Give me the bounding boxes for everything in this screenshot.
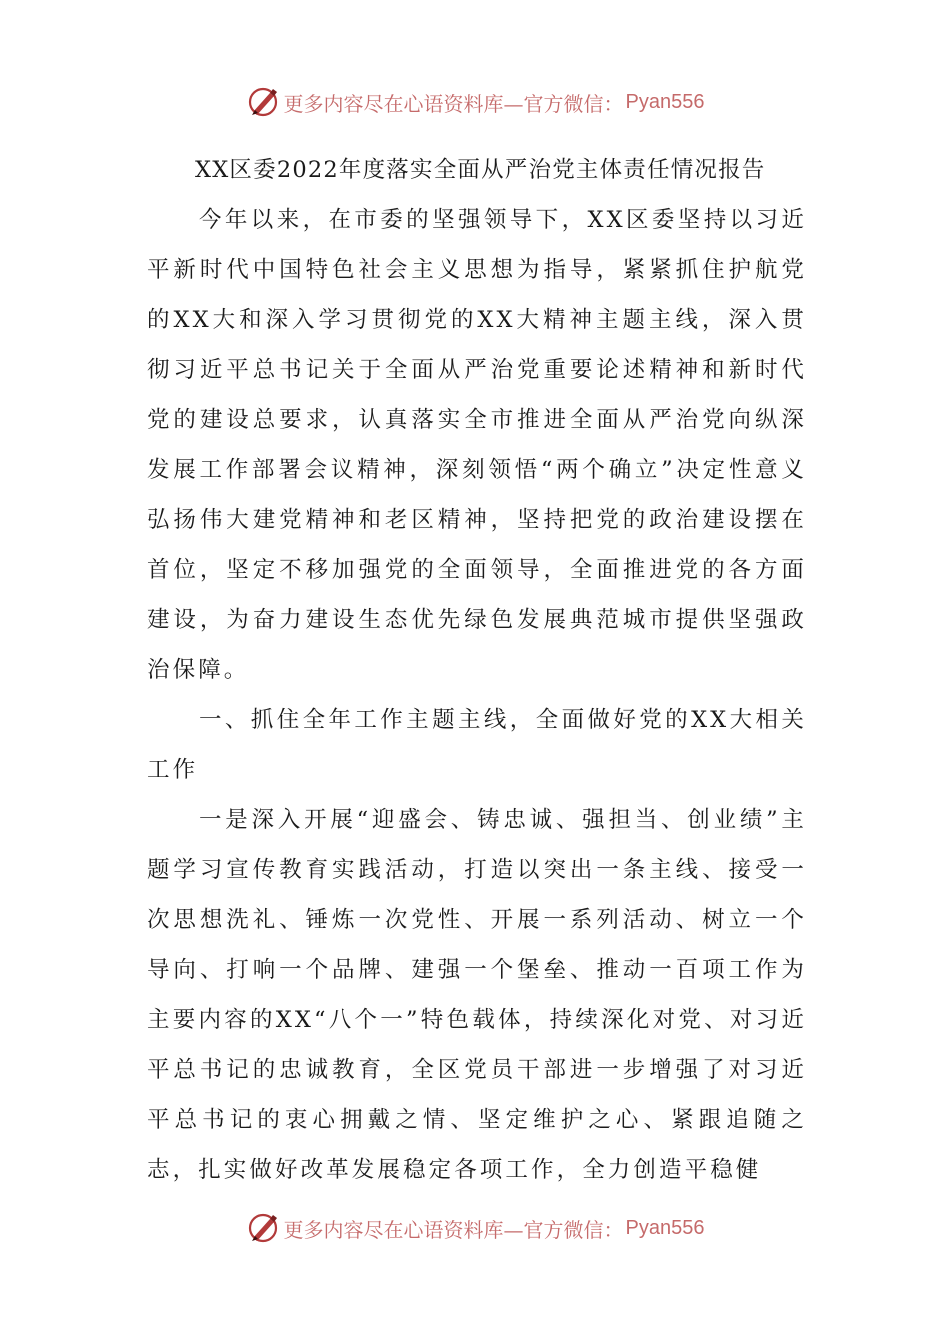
watermark-banner-bottom xyxy=(0,1208,950,1248)
body-paragraph: 一是深入开展“迎盛会、铸忠诚、强担当、创业绩”主题学习宣传教育实践活动，打造以突出一条主线、接受一次思想洗礼、锤炼一次党性、开展一系列活动、树立一个导向、打响一个品牌、建强一个堡垒、推动一百项工作为主要内容的XX“八个一”特色载体，持续深化对党、对习近平总书记的忠诚教育，全区党员干部进一步增强了对习近平总书记的衷心拥戴之情、坚定维护之心、紧跟追随之志，扎实做好改革发展稳定各项工作，全力创造平稳健 xyxy=(147,807,807,1183)
watermark-banner-top xyxy=(0,82,950,122)
pen-logo-icon xyxy=(246,1211,280,1245)
watermark-wechat-id: Pyan556 xyxy=(625,1216,705,1239)
watermark-text: 更多内容尽在心语资料库—官方微信： xyxy=(283,91,624,116)
document-title: XX区委2022年度落实全面从严治党主体责任情况报告 xyxy=(195,157,766,183)
watermark-text: 更多内容尽在心语资料库—官方微信： xyxy=(283,1217,624,1242)
watermark-wechat-id: Pyan556 xyxy=(625,90,705,113)
section-heading-1: 一、抓住全年工作主题主线，全面做好党的XX大相关工作 xyxy=(147,707,807,783)
document-body xyxy=(147,145,807,1195)
intro-paragraph: 今年以来，在市委的坚强领导下，XX区委坚持以习近平新时代中国特色社会主义思想为指导，紧紧抓住护航党的XX大和深入学习贯彻党的XX大精神主题主线，深入贯彻习近平总书记关于全面从严治党重要论述精神和新时代党的建设总要求，认真落实全市推进全面从严治党向纵深发展工作部署会议精神，深刻领悟“两个确立”决定性意义弘扬伟大建党精神和老区精神，坚持把党的政治建设摆在首位，坚定不移加强党的全面领导，全面推进党的各方面建设，为奋力建设生态优先绿色发展典范城市提供坚强政治保障。 xyxy=(147,207,807,683)
pen-logo-icon xyxy=(246,85,280,119)
